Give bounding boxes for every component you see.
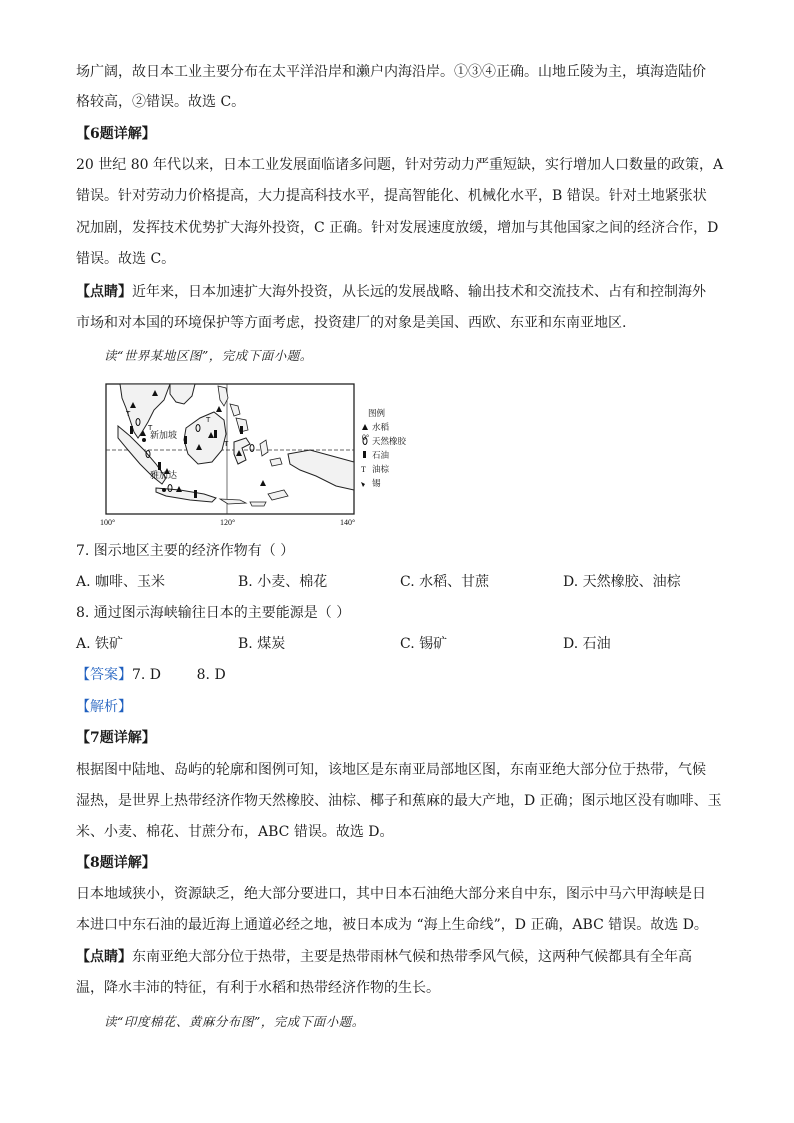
dianjing-1 [76, 282, 726, 302]
oil-icon [363, 451, 366, 458]
map-intro: 读“世界某地区图”，完成下面小题。 [104, 348, 313, 363]
q7-option-c: C. 水稻、甘蔗 [400, 574, 490, 590]
next-intro: 读“印度棉花、黄麻分布图”，完成下面小题。 [104, 1014, 365, 1029]
legend-rubber: 天然橡胶 [372, 436, 407, 446]
label-jakarta: 雅加达 [150, 470, 178, 480]
answer-text: 7. D 8. D [132, 667, 226, 683]
dianjing-label: 【点睛】 [76, 949, 132, 965]
lon-label-100: 100° [100, 518, 116, 527]
para-line: 况加剧，发挥技术优势扩大海外投资，C 正确。针对发展速度放缓，增加与其他国家之间的经济合作，D [76, 220, 719, 236]
q7-detail-heading: 【7题详解】 [76, 730, 156, 746]
legend-title: 图例 [368, 408, 386, 418]
dianjing-2 [76, 947, 726, 967]
lat-label-0: 0° [362, 433, 370, 442]
q8-detail-heading: 【8题详解】 [76, 855, 156, 871]
para-line: 错误。故选 C。 [76, 251, 176, 267]
q7-option-d: D. 天然橡胶、油棕 [563, 574, 681, 590]
lon-label-140: 140° [340, 518, 356, 527]
svg-text:T: T [126, 410, 131, 418]
q8-option-b: B. 煤炭 [238, 636, 286, 652]
answer-line [76, 665, 726, 685]
para-line: 错误。针对劳动力价格提高，大力提高科技水平，提高智能化、机械化水平，B 错误。针对土地紧张状 [76, 188, 707, 204]
svg-text:T: T [224, 440, 229, 448]
singapore-marker [142, 438, 146, 442]
legend-tin: 锡 [372, 478, 381, 488]
svg-text:T: T [206, 416, 211, 424]
para-line: 市场和对本国的环境保护等方面考虑，投资建厂的对象是美国、西欧、东亚和东南亚地区. [76, 315, 627, 331]
legend-palm: 油棕 [372, 464, 390, 474]
svg-text:T: T [148, 424, 153, 432]
dianjing-label: 【点睛】 [76, 284, 132, 300]
q8-stem: 8. 通过图示海峡输往日本的主要能源是（ ） [76, 605, 351, 621]
para-line: 根据图中陆地、岛屿的轮廓和图例可知，该地区是东南亚局部地区图，东南亚绝大部分位于热带，气候 [76, 762, 706, 778]
q8-option-c: C. 锡矿 [400, 636, 448, 652]
para-line: 场广阔，故日本工业主要分布在太平洋沿岸和濑户内海沿岸。①③④正确。山地丘陵为主，填海造陆价 [76, 64, 706, 80]
para-line: 米、小麦、棉花、甘蔗分布，ABC 错误。故选 D。 [76, 824, 394, 840]
dianjing-text: 近年来，日本加速扩大海外投资，从长远的发展战略、输出技术和交流技术、占有和控制海外 [132, 284, 706, 300]
legend-oil: 石油 [372, 450, 390, 460]
q7-stem: 7. 图示地区主要的经济作物有（ ） [76, 543, 295, 559]
label-singapore: 新加坡 [150, 430, 178, 440]
dianjing-text: 东南亚绝大部分位于热带，主要是热带雨林气候和热带季风气候，这两种气候都具有全年高 [132, 949, 692, 965]
para-line: 湿热，是世界上热带经济作物天然橡胶、油棕、椰子和蕉麻的最大产地，D 正确；图示地区没有咖啡、玉 [76, 793, 722, 809]
legend-rice: 水稻 [372, 422, 390, 432]
jakarta-marker [162, 488, 166, 492]
para-line: 格较高，②错误。故选 C。 [76, 94, 246, 110]
para-line: 本进口中东石油的最近海上通道必经之地，被日本成为 “海上生命线”，D 正确，ABC 错误。故选 D。 [76, 917, 708, 933]
answer-label: 【答案】 [76, 667, 132, 683]
analysis-label: 【解析】 [76, 699, 132, 715]
q7-option-b: B. 小麦、棉花 [238, 574, 328, 590]
lon-label-120: 120° [220, 518, 236, 527]
q7-option-a: A. 咖啡、玉米 [76, 574, 166, 590]
palm-icon: T [361, 465, 366, 474]
para-line: 20 世纪 80 年代以来，日本工业发展面临诸多问题，针对劳动力严重短缺，实行增加人口数量的政策，A [76, 157, 724, 173]
para-line: 日本地域狭小，资源缺乏，绝大部分要进口，其中日本石油绝大部分来自中东，图示中马六甲海峡是日 [76, 886, 706, 902]
q8-option-a: A. 铁矿 [76, 636, 124, 652]
southeast-asia-map [100, 378, 407, 528]
q8-option-d: D. 石油 [563, 636, 611, 652]
q6-heading: 【6题详解】 [76, 126, 156, 142]
para-line: 温，降水丰沛的特征，有利于水稻和热带经济作物的生长。 [76, 980, 440, 996]
